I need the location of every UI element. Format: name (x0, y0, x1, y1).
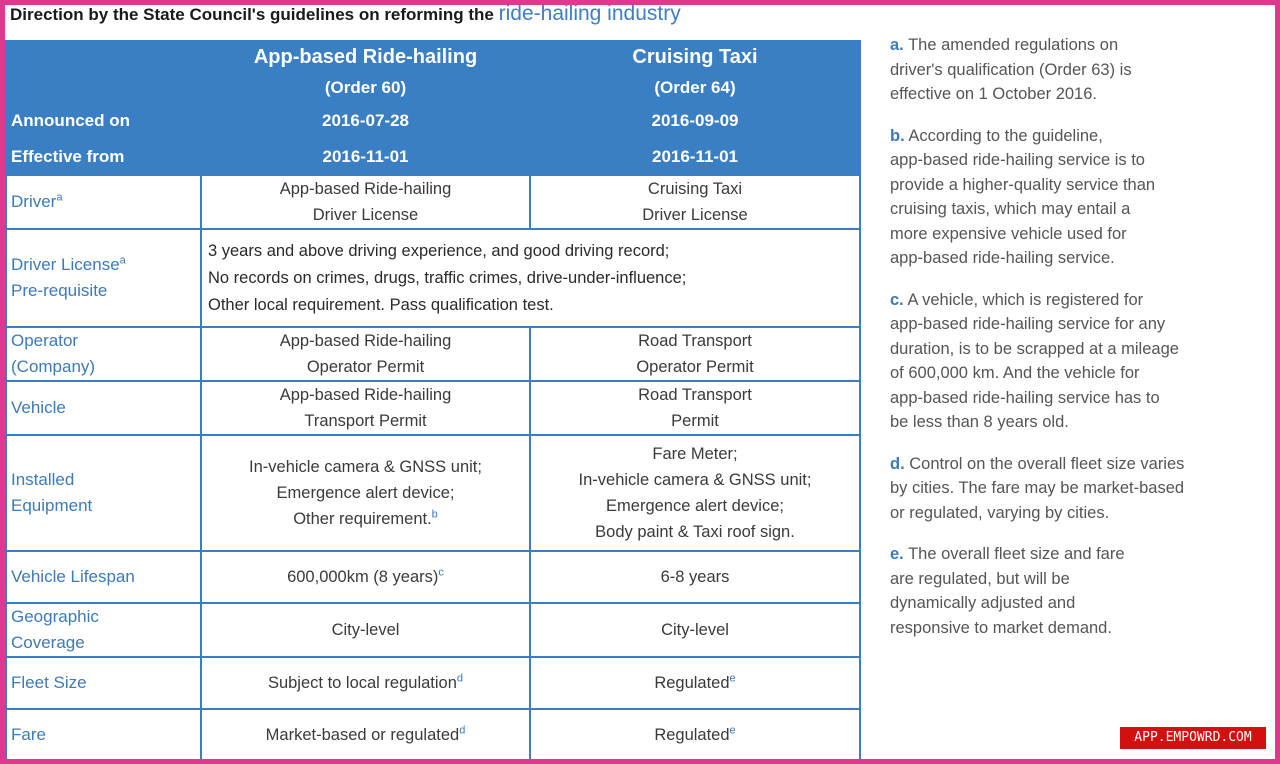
effective-app: 2016-11-01 (201, 139, 530, 175)
comparison-table (5, 40, 861, 762)
row-label-fleet-size: Fleet Size (6, 657, 201, 709)
watermark-badge[interactable]: APP.EMPOWRD.COM (1120, 727, 1266, 749)
header-corner (6, 41, 201, 73)
footnote-e: e. The overall fleet size and fare are regulated, but will be dynamically adjusted and responsive to market demand. (890, 545, 1125, 637)
cell-coverage-taxi: City-level (530, 603, 860, 657)
row-label-license-prereq: Driver License$^a$ Pre-requisite (6, 229, 201, 327)
announced-app: 2016-07-28 (201, 103, 530, 139)
cell-fleet-taxi: Regulated$^e$ (530, 657, 860, 709)
header-corner-2 (6, 73, 201, 103)
row-label-vehicle: Vehicle (6, 381, 201, 435)
footnote-c: c. A vehicle, which is registered for app-based ride-hailing service for any duration, is to be scrapped at a mileage of 600,000 km. And the vehicle for app-based ride-hailing service has to be less than 8 years old. (890, 290, 1179, 431)
table-row-lifespan (6, 551, 860, 603)
footnote-d: d. Control on the overall fleet size varies by cities. The fare may be market-based or regulated, varying by cities. (890, 454, 1185, 522)
cell-operator-app: App-based Ride-hailing Operator Permit (201, 327, 530, 381)
cell-driver-app: App-based Ride-hailing Driver License (201, 175, 530, 229)
cell-vehicle-taxi: Road Transport Permit (530, 381, 860, 435)
footnote-a: a. The amended regulations on driver's qualification (Order 63) is effective on 1 October 2016. (890, 36, 1132, 103)
cell-operator-taxi: Road Transport Operator Permit (530, 327, 860, 381)
document-title (10, 0, 681, 34)
cell-lifespan-app: 600,000km (8 years)$^c$ (201, 551, 530, 603)
row-label-driver: Driver$^a$ (6, 175, 201, 229)
row-label-fare: Fare (6, 709, 201, 761)
cell-fleet-app: Subject to local regulation$^d$ (201, 657, 530, 709)
cell-fare-taxi: Regulated$^e$ (530, 709, 860, 761)
cell-equipment-taxi: Fare Meter; In-vehicle camera & GNSS unit; Emergence alert device; Body paint & Taxi roof sign. (530, 435, 860, 551)
header-row-announced (6, 103, 860, 139)
effective-taxi: 2016-11-01 (530, 139, 860, 175)
title-prefix: Direction by the State Council's guidelines on reforming the (10, 5, 494, 24)
header-app-title: App-based Ride-hailing (201, 41, 530, 73)
row-label-equipment: Installed Equipment (6, 435, 201, 551)
footnotes (890, 33, 1272, 657)
header-taxi-order: (Order 64) (530, 73, 860, 103)
table-row-driver (6, 175, 860, 229)
header-row-title (6, 41, 860, 73)
cell-lifespan-taxi: 6-8 years (530, 551, 860, 603)
cell-fare-app: Market-based or regulated$^d$ (201, 709, 530, 761)
effective-label: Effective from (6, 139, 201, 175)
table-row-license-prereq (6, 229, 860, 327)
cell-license-prereq: 3 years and above driving experience, and good driving record; No records on crimes, drugs, traffic crimes, drive-under-influence; Other local requirement. Pass qualification test. (201, 229, 860, 327)
header-app-order: (Order 60) (201, 73, 530, 103)
row-label-lifespan: Vehicle Lifespan (6, 551, 201, 603)
cell-equipment-app: In-vehicle camera & GNSS unit; Emergence alert device; Other requirement.$^b$ (201, 435, 530, 551)
table-row-equipment (6, 435, 860, 551)
header-row-order (6, 73, 860, 103)
announced-label: Announced on (6, 103, 201, 139)
table-row-operator (6, 327, 860, 381)
row-label-coverage: Geographic Coverage (6, 603, 201, 657)
title-highlight: ride-hailing industry (498, 2, 681, 25)
header-row-effective (6, 139, 860, 175)
table-row-fare (6, 709, 860, 761)
header-taxi-title: Cruising Taxi (530, 41, 860, 73)
footnote-b: b. According to the guideline, app-based ride-hailing service is to provide a higher-quality service than cruising taxis, which may entail a more expensive vehicle used for app-based ride-hailing service. (890, 126, 1156, 267)
cell-vehicle-app: App-based Ride-hailing Transport Permit (201, 381, 530, 435)
table-row-coverage (6, 603, 860, 657)
cell-driver-taxi: Cruising Taxi Driver License (530, 175, 860, 229)
table-row-fleet-size (6, 657, 860, 709)
cell-coverage-app: City-level (201, 603, 530, 657)
table-row-vehicle (6, 381, 860, 435)
row-label-operator: Operator (Company) (6, 327, 201, 381)
announced-taxi: 2016-09-09 (530, 103, 860, 139)
